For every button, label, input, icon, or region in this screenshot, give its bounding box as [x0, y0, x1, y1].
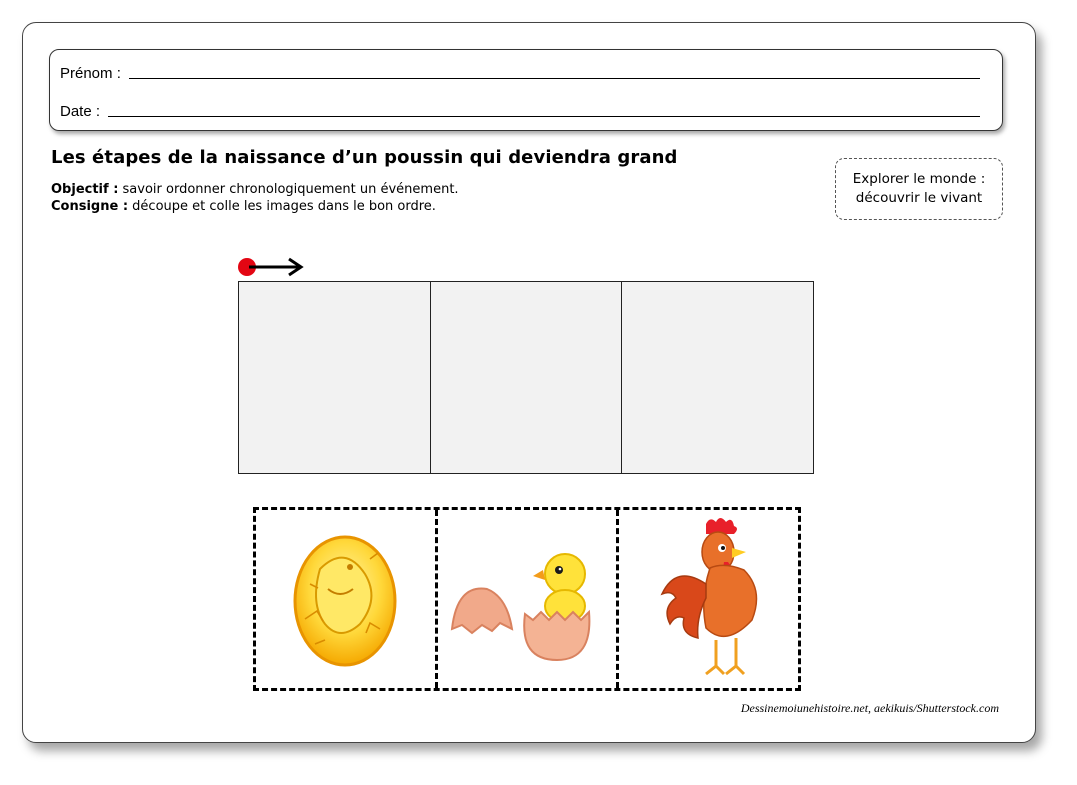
firstname-line[interactable]: [129, 78, 980, 79]
instruction-line: [51, 197, 459, 216]
domain-line-1: Explorer le monde :: [852, 171, 986, 187]
sequence-slot-2[interactable]: [431, 282, 623, 473]
objective-block: [51, 180, 459, 216]
rooster-icon: [654, 514, 764, 684]
worksheet: [22, 22, 1036, 743]
date-line[interactable]: [108, 116, 980, 117]
date-field[interactable]: [60, 98, 980, 120]
image-credit: Dessinemoiunehistoire.net, aekikuis/Shutterstock.com: [740, 701, 999, 715]
card-rooster[interactable]: [619, 510, 798, 688]
sequence-slot-3[interactable]: [622, 282, 813, 473]
domain-line-2: découvrir le vivant: [855, 190, 983, 206]
page-title: Les étapes de la naissance d’un poussin qui deviendra grand: [51, 147, 678, 168]
card-hatching[interactable]: [438, 510, 620, 688]
cutout-cards: [253, 507, 801, 691]
student-info-box: [49, 49, 1003, 131]
sequence-slot-1[interactable]: [239, 282, 431, 473]
instruction-label: Consigne :: [51, 199, 129, 214]
domain-box: [835, 158, 1003, 220]
objective-label: Objectif :: [51, 182, 119, 197]
firstname-field[interactable]: [60, 60, 980, 82]
date-label: Date :: [60, 103, 101, 120]
firstname-label: Prénom :: [60, 65, 121, 82]
chick-embryo-egg-icon: [290, 529, 400, 669]
sequence-grid: [238, 281, 814, 474]
objective-text: savoir ordonner chronologiquement un événement.: [122, 182, 459, 197]
card-egg[interactable]: [256, 510, 438, 688]
hatching-chick-icon: [447, 534, 607, 664]
instruction-text: découpe et colle les images dans le bon ordre.: [132, 199, 436, 214]
red-dot-arrow-icon: [235, 255, 307, 279]
